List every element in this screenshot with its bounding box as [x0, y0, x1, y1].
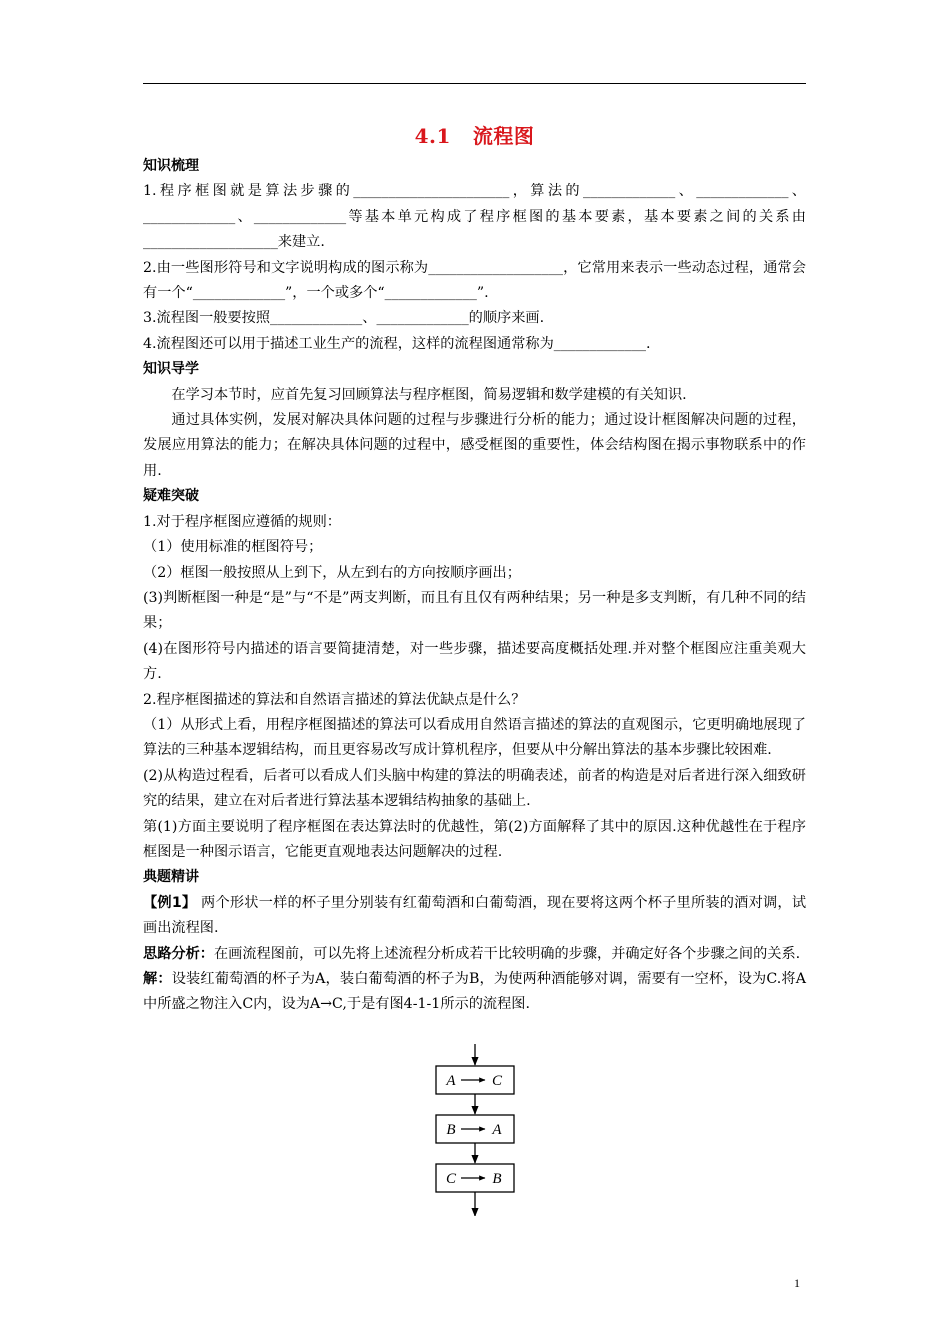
document-body — [143, 120, 806, 1018]
difficulty-item-5: (4)在图形符号内描述的语言要简捷清楚，对一些步骤，描述要高度概括处理.并对整个框图应注重美观大方. — [143, 640, 806, 683]
review-item-4: 4.流程图还可以用于描述工业生产的流程，这样的流程图通常称为_____________. — [143, 335, 651, 352]
process-label-from-2: B — [446, 1122, 456, 1138]
difficulty-item-2: （1）使用标准的框图符号； — [143, 539, 323, 556]
process-label-from-1: A — [446, 1073, 456, 1089]
difficulty-item-3: （2）框图一般按照从上到下，从左到右的方向按顺序画出； — [143, 564, 521, 581]
review-item-2: 2.由一些图形符号和文字说明构成的图示称为___________________，它常用来表示一些动态过程，通常会有一个“_____________”，一个或多个“_____________”. — [143, 259, 806, 302]
process-label-to-1: C — [491, 1073, 503, 1089]
section-heading-knowledge-review: 知识梳理 — [143, 158, 199, 174]
header-rule — [143, 83, 806, 84]
title-text: 流程图 — [472, 124, 535, 148]
difficulty-item-7: （1）从形式上看，用程序框图描述的算法可以看成用自然语言描述的算法的直观图示，它更明确地展现了算法的三种基本逻辑结构，而且更容易改写成计算机程序，但要从中分解出算法的基本步骤比较困难. — [143, 716, 806, 759]
title-number: 4.1 — [414, 124, 451, 148]
guide-paragraph-1: 在学习本节时，应首先复习回顾算法与程序框图，简易逻辑和数学建模的有关知识. — [171, 386, 687, 403]
page-title — [143, 120, 806, 152]
solution-text: 设装红葡萄酒的杯子为A，装白葡萄酒的杯子为B，为使两种酒能够对调，需要有一空杯，设为C.将A中所盛之物注入C内，设为A→C,于是有图4-1-1所示的流程图. — [143, 971, 806, 1013]
section-heading-examples: 典题精讲 — [143, 869, 199, 886]
example-1-solution — [143, 967, 806, 1018]
difficulty-item-9: 第(1)方面主要说明了程序框图在表达算法时的优越性，第(2)方面解释了其中的原因.这种优越性在于程序框图是一种图示语言，它能更直观地表达问题解决的过程. — [143, 818, 806, 860]
process-label-to-2: A — [492, 1122, 502, 1138]
section-heading-difficulties: 疑难突破 — [143, 488, 199, 505]
section-heading-study-guide: 知识导学 — [143, 361, 199, 378]
analysis-label: 思路分析： — [143, 945, 214, 962]
difficulty-item-8: (2)从构造过程看，后者可以看成人们头脑中构建的算法的明确表述，前者的构造是对后者进行深入细致研究的结果，建立在对后者进行算法基本逻辑结构抽象的基础上. — [143, 767, 806, 810]
example-1-analysis — [143, 942, 806, 967]
flowchart — [423, 1044, 533, 1216]
review-item-3: 3.流程图一般要按照_____________、_____________的顺序来画. — [143, 310, 545, 327]
page-number: 1 — [794, 1276, 800, 1290]
analysis-text: 在画流程图前，可以先将上述流程分析成若干比较明确的步骤，并确定好各个步骤之间的关系. — [213, 945, 801, 962]
example-tag: 【例1】 — [143, 894, 197, 911]
difficulty-item-6: 2.程序框图描述的算法和自然语言描述的算法优缺点是什么？ — [143, 691, 526, 708]
solution-label: 解： — [143, 971, 172, 987]
difficulty-item-1: 1.对于程序框图应遵循的规则： — [143, 513, 341, 530]
guide-paragraph-2: 通过具体实例，发展对解决具体问题的过程与步骤进行分析的能力；通过设计框图解决问题的过程，发展应用算法的能力；在解决具体问题的过程中，感受框图的重要性，体会结构图在揭示事物联系中的作用. — [143, 412, 806, 479]
example-text: 两个形状一样的杯子里分别装有红葡萄酒和白葡萄酒，现在要将这两个杯子里所装的酒对调，试画出流程图. — [143, 894, 807, 937]
example-1-question — [143, 891, 806, 942]
difficulty-item-4: (3)判断框图一种是“是”与“不是”两支判断，而且有且仅有两种结果；另一种是多支判断，有几种不同的结果； — [143, 589, 806, 632]
process-label-to-3: B — [492, 1171, 502, 1187]
process-label-from-3: C — [445, 1171, 457, 1187]
review-item-1: 1.程序框图就是算法步骤的______________________，算法的_____________、_____________、_____________、_____________等基本单元构成了程序框图的基本要素，基本要素之间的关系由___________________来建立. — [143, 183, 806, 251]
